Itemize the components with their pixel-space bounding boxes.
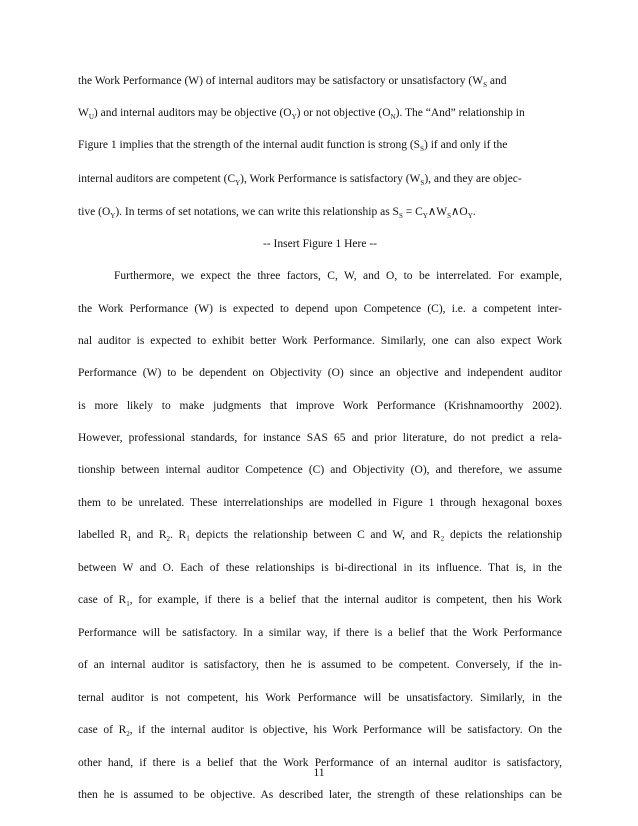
text-run: between W and O. Each of these relationships is bi-directional in its influence. That is, in the xyxy=(78,562,562,574)
subscript: U xyxy=(88,113,94,121)
subscript: 1 xyxy=(127,535,132,543)
text-line xyxy=(78,205,562,219)
text-line xyxy=(78,431,562,445)
text-run: ∧O xyxy=(451,206,468,218)
figure-placeholder-note xyxy=(78,237,562,251)
text-run: other hand, if there is a belief that the Work Performance of an internal auditor is satisfactory, xyxy=(78,757,562,769)
text-run: the Work Performance (W) of internal auditors may be satisfactory or unsatisfactory (W xyxy=(78,75,484,87)
text-run: internal auditors are competent (C xyxy=(78,173,236,185)
subscript: N xyxy=(390,113,396,121)
text-run: ternal auditor is not competent, his Work Performance will be unsatisfactory. Similarly, in the xyxy=(78,692,562,704)
text-run: = C xyxy=(402,206,423,218)
subscript: S xyxy=(447,212,451,220)
text-run: , for example, if there is a belief that the internal auditor is competent, then his Work xyxy=(129,594,562,606)
page-number: 11 xyxy=(313,767,325,779)
text-run: . xyxy=(472,206,476,218)
text-run: case of R xyxy=(78,724,127,736)
text-run: ). The “And” relationship in xyxy=(395,107,525,119)
text-line xyxy=(78,399,562,413)
text-run: them to be unrelated. These interrelationships are modelled in Figure 1 through hexagonal boxes xyxy=(78,497,562,509)
text-run: nal auditor is expected to exhibit better Work Performance. Similarly, one can also expect Work xyxy=(78,335,562,347)
subscript: 2 xyxy=(126,730,130,738)
text-line xyxy=(78,723,562,737)
subscript: S xyxy=(483,81,487,89)
text-line xyxy=(78,172,562,186)
text-run: W xyxy=(78,107,89,119)
subscript: Y xyxy=(110,212,116,220)
text-line xyxy=(78,788,562,802)
subscript: Y xyxy=(467,212,473,220)
text-line xyxy=(78,463,562,477)
text-line xyxy=(78,138,562,152)
text-run: ), and they are objec- xyxy=(424,173,522,185)
subscript: S xyxy=(398,212,403,220)
text-run: ) and internal auditors may be objective (O xyxy=(93,107,292,119)
text-run: . R₁ depicts the relationship between C and W, and R₂ depicts the relationship xyxy=(170,529,562,541)
text-line xyxy=(78,302,562,316)
text-run: case of R xyxy=(78,594,127,606)
subscript: 2 xyxy=(166,535,171,543)
text-line xyxy=(78,561,562,575)
subscript: Y xyxy=(291,113,297,121)
text-run: labelled R xyxy=(78,529,128,541)
text-line xyxy=(78,366,562,380)
text-line xyxy=(78,106,562,120)
text-run: then he is assumed to be objective. As described later, the strength of these relationships can be xyxy=(78,789,562,801)
text-run: Performance (W) to be dependent on Objectivity (O) since an objective and independent auditor xyxy=(78,367,562,379)
text-run: -- Insert Figure 1 Here -- xyxy=(263,238,377,250)
subscript: S xyxy=(420,145,424,153)
text-line xyxy=(78,691,562,705)
text-run: ) or not objective (O xyxy=(296,107,391,119)
text-line xyxy=(78,496,562,510)
text-run: Figure 1 implies that the strength of the internal audit function is strong (S xyxy=(78,139,421,151)
text-run: ) if and only if the xyxy=(423,139,508,151)
text-run: tionship between internal auditor Competence (C) and Objectivity (O), and therefore, we assume xyxy=(78,464,562,476)
text-line xyxy=(78,626,562,640)
text-run: and R xyxy=(131,529,167,541)
text-run: Performance will be satisfactory. In a similar way, if there is a belief that the Work Performance xyxy=(78,627,562,639)
subscript: S xyxy=(420,179,425,187)
text-run: However, professional standards, for instance SAS 65 and prior literature, do not predict a rela- xyxy=(78,432,562,444)
text-run: tive (O xyxy=(78,206,111,218)
text-run: ), Work Performance is satisfactory (W xyxy=(240,173,421,185)
text-run: of an internal auditor is satisfactory, then he is assumed to be competent. Conversely, if the in- xyxy=(78,659,562,671)
text-run: ∧W xyxy=(427,206,448,218)
text-run: , if the internal auditor is objective, his Work Performance will be satisfactory. On the xyxy=(129,724,562,736)
subscript: 1 xyxy=(126,600,130,608)
text-line xyxy=(78,593,562,607)
subscript: Y xyxy=(235,179,241,187)
text-line xyxy=(78,334,562,348)
subscript: Y xyxy=(422,212,428,220)
text-run: and xyxy=(486,75,507,87)
text-line xyxy=(78,658,562,672)
text-run: Furthermore, we expect the three factors, C, W, and O, to be interrelated. For example, xyxy=(114,270,562,282)
text-line xyxy=(114,269,562,283)
text-run: the Work Performance (W) is expected to depend upon Competence (C), i.e. a competent inter- xyxy=(78,303,562,315)
text-line xyxy=(78,528,562,542)
text-run: ). In terms of set notations, we can write this relationship as S xyxy=(115,206,399,218)
text-line xyxy=(78,74,562,88)
text-run: is more likely to make judgments that improve Work Performance (Krishnamoorthy 2002). xyxy=(78,400,562,412)
